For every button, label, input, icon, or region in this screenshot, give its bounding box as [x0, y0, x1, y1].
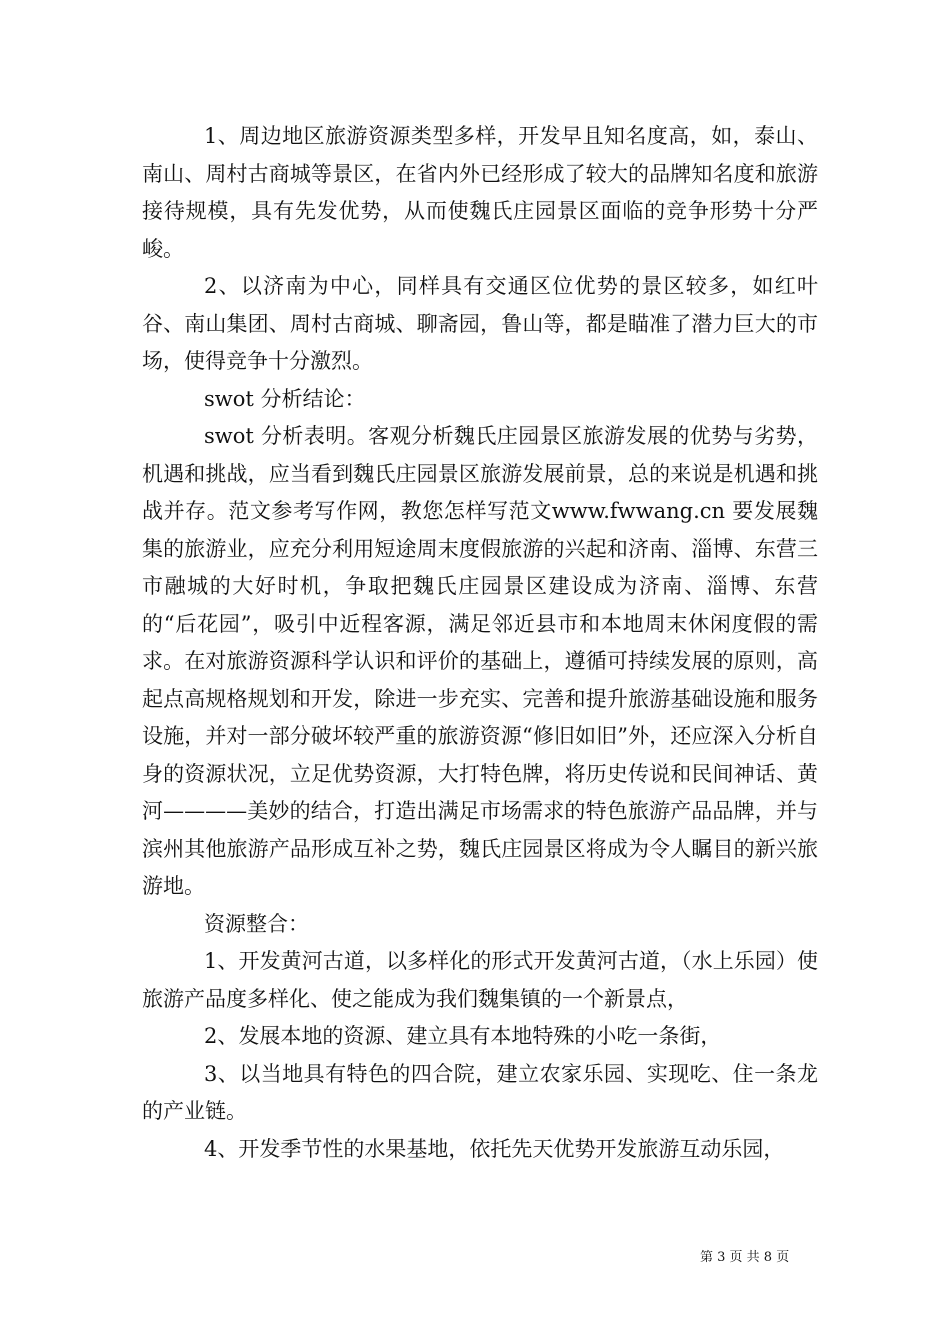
paragraph-competition-1: 1、周边地区旅游资源类型多样，开发早且知名度高，如，泰山、南山、周村古商城等景区，在省内外已经形成了较大的品牌知名度和旅游接待规模，具有先发优势，从而使魏氏庄园景区面临的竞争形势十分严峻。: [142, 124, 818, 261]
paragraph-integration-4: 4、开发季节性的水果基地，依托先天优势开发旅游互动乐园，: [204, 1136, 785, 1161]
paragraph-competition-2: 2、以济南为中心，同样具有交通区位优势的景区较多，如红叶谷、南山集团、周村古商城、聊斋园，鲁山等，都是瞄准了潜力巨大的市场，使得竞争十分激烈。: [142, 274, 818, 373]
heading-resource-integration: 资源整合：: [204, 911, 309, 936]
paragraph-integration-3: 3、以当地具有特色的四合院，建立农家乐园、实现吃、住一条龙的产业链。: [142, 1061, 818, 1123]
document-body: [142, 118, 818, 1168]
paragraph-swot-analysis: swot 分析表明。客观分析魏氏庄园景区旅游发展的优势与劣势，机遇和挑战，应当看到魏氏庄园景区旅游发展前景，总的来说是机遇和挑战并存。范文参考写作网，教您怎样写范文www.fwwang.cn 要发展魏集的旅游业，应充分利用短途周末度假旅游的兴起和济南、淄博、东营三市融城的大好时机，争取把魏氏庄园景区建设成为济南、淄博、东营的“后花园”，吸引中近程客源，满足邻近县市和本地周末休闲度假的需求。在对旅游资源科学认识和评价的基础上，遵循可持续发展的原则，高起点高规格规划和开发，除进一步充实、完善和提升旅游基础设施和服务设施，并对一部分破坏较严重的旅游资源“修旧如旧”外，还应深入分析自身的资源状况，立足优势资源，大打特色牌，将历史传说和民间神话、黄河————美妙的结合，打造出满足市场需求的特色旅游产品品牌，并与滨州其他旅游产品形成互补之势，魏氏庄园景区将成为令人瞩目的新兴旅游地。: [142, 424, 818, 898]
paragraph-integration-1: 1、开发黄河古道，以多样化的形式开发黄河古道，（水上乐园）使旅游产品度多样化、使之能成为我们魏集镇的一个新景点，: [142, 949, 818, 1011]
heading-swot-conclusion: swot 分析结论：: [204, 386, 366, 411]
paragraph-integration-2: 2、发展本地的资源、建立具有本地特殊的小吃一条街，: [204, 1024, 722, 1048]
page-number-footer: 第 3 页 共 8 页: [700, 1250, 790, 1265]
